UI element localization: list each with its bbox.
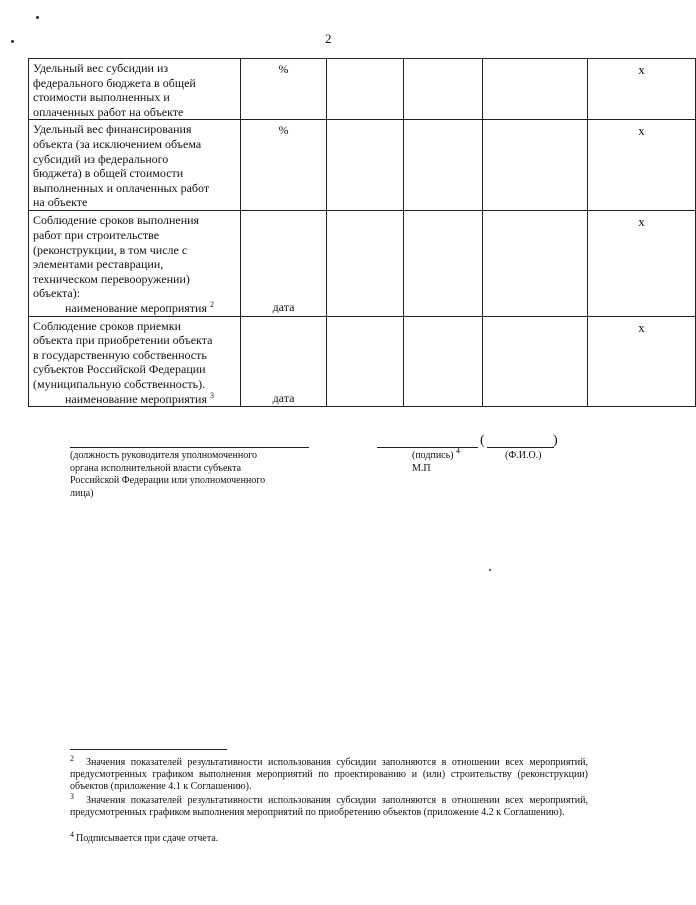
indicator-name-cell (29, 211, 241, 316)
indicator-name-cell (29, 316, 241, 407)
indicator-name-line: федерального бюджета в общей (33, 75, 196, 90)
empty-value-cell (404, 316, 483, 407)
indicator-name-line: в государственную собственность (33, 347, 207, 362)
empty-value-cell (483, 59, 588, 120)
indicator-name-line: субъектов Российской Федерации (33, 362, 206, 377)
indicator-name-line: Соблюдение сроков приемки (33, 318, 181, 333)
empty-value-cell (404, 59, 483, 120)
footnote-4: $^4$ Подписывается при сдаче отчета. (70, 829, 219, 844)
indicator-name-line: объекта при приобретении объекта (33, 333, 213, 348)
empty-value-cell (404, 120, 483, 211)
signature-note: 4 (456, 446, 461, 456)
indicator-name-line: элементами реставрации, (33, 257, 164, 272)
position-caption-line: органа исполнительной власти субъекта (70, 462, 242, 474)
not-applicable-mark: x (588, 120, 696, 211)
table-row (29, 211, 696, 316)
indicator-name-line: (муниципальную собственность). (33, 376, 206, 391)
scan-speck (11, 40, 14, 43)
empty-value-cell (483, 120, 588, 211)
name-close-paren: ) (553, 433, 558, 448)
footnote-separator (70, 749, 227, 750)
footnote-ref: 2 (209, 299, 214, 309)
empty-value-cell (327, 120, 404, 211)
indicator-name-line: Соблюдение сроков выполнения (33, 213, 200, 228)
indicator-name-line: стоимости выполненных и (33, 90, 170, 105)
unit-cell: % (241, 120, 327, 211)
indicator-name-line: Удельный вес финансирования (33, 122, 192, 137)
indicator-name-cell (29, 120, 241, 211)
unit-cell: дата (241, 316, 327, 407)
indicator-name-line: (реконструкции, в том числе с (33, 242, 188, 257)
position-caption-line: (должность руководителя уполномоченного (70, 450, 258, 461)
name-line (487, 447, 554, 448)
unit-cell: % (241, 59, 327, 120)
unit-cell: дата (241, 211, 327, 316)
position-caption-line: лица) (70, 487, 94, 499)
empty-value-cell (327, 59, 404, 120)
indicator-name-line: объекта (за исключением объема (33, 136, 202, 151)
indicator-name-line: оплаченных работ на объекте (33, 104, 184, 119)
indicator-name-line: бюджета) в общей стоимости (33, 166, 184, 181)
not-applicable-mark: x (588, 316, 696, 407)
indicator-name-line: субсидий из федерального (33, 151, 169, 166)
empty-value-cell (327, 316, 404, 407)
position-signature-line (70, 447, 309, 448)
signature-line (377, 447, 478, 448)
indicator-name-line: выполненных и оплаченных работ (33, 180, 210, 195)
position-caption (70, 450, 330, 500)
indicator-name-line: объекта): (33, 286, 81, 301)
indicator-name-line: на объекте (33, 195, 88, 210)
indicator-name-line: работ при строительстве (33, 227, 160, 242)
seal-label: М.П (412, 463, 431, 474)
indicator-name-cell (29, 59, 241, 120)
empty-value-cell (483, 211, 588, 316)
table-row (29, 316, 696, 407)
empty-value-cell (327, 211, 404, 316)
activity-name-line: наименование мероприятия $^2$ (65, 299, 214, 315)
footnote-3: $^3$ Значения показателей результативности использования субсидии заполняются в отношении всех мероприятий, предусмотренных графиком выполнения мероприятий по приобретению объектов (приложение 4.2 к Соглашению). (70, 791, 588, 818)
indicator-table (28, 58, 696, 407)
activity-name-line: наименование мероприятия $^3$ (65, 390, 214, 406)
name-open-paren: ( (480, 433, 485, 448)
table-row (29, 120, 696, 211)
empty-value-cell (404, 211, 483, 316)
table-row (29, 59, 696, 120)
scan-speck (36, 16, 39, 19)
position-caption-line: Российской Федерации или уполномоченного (70, 475, 266, 486)
not-applicable-mark: x (588, 211, 696, 316)
empty-value-cell (483, 316, 588, 407)
signature-caption: (подпись) $^4$ (412, 446, 461, 461)
not-applicable-mark: x (588, 59, 696, 120)
name-caption: (Ф.И.О.) (505, 450, 542, 461)
footnote-2: $^2$ Значения показателей результативности использования субсидии заполняются в отношении всех мероприятий, предусмотренных графиком выполнения мероприятий по проектированию и (или) строительству (реконструкции) объектов (приложение 4.1 к Соглашению). (70, 753, 588, 792)
page-number: 2 (325, 31, 332, 46)
indicator-name-line: Удельный вес субсидии из (33, 61, 169, 75)
footnote-ref: 3 (209, 390, 214, 400)
scan-speck (489, 569, 491, 571)
indicator-name-line: техническом перевооружении) (33, 271, 190, 286)
